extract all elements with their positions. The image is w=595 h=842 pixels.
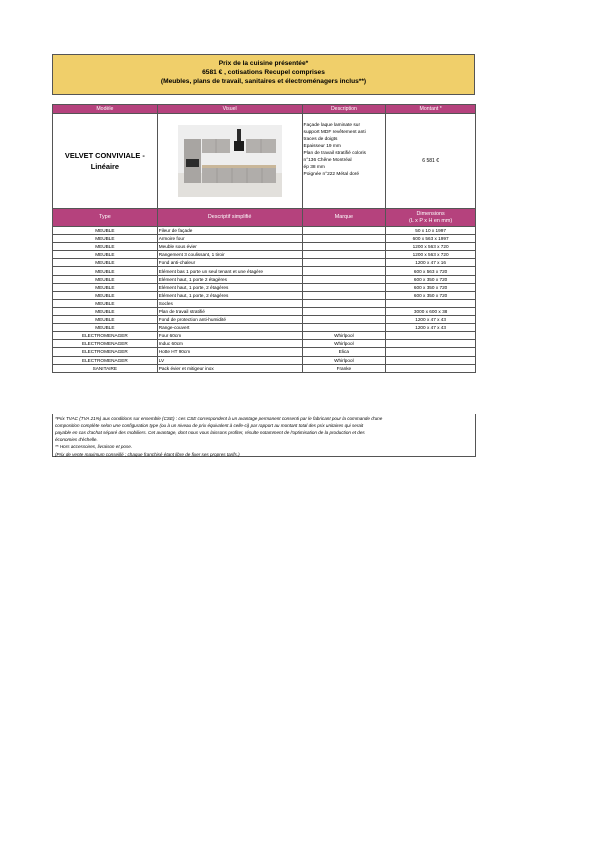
brand-cell bbox=[302, 316, 386, 324]
desc-cell: Rangement 3 coulissant, 1 tiroir bbox=[157, 251, 302, 259]
dimension-cell bbox=[386, 340, 476, 348]
dimension-cell: 600 x 350 x 720 bbox=[386, 283, 476, 291]
desc-cell: Plan de travail stratifié bbox=[157, 307, 302, 315]
dimension-cell: 1200 x 563 x 720 bbox=[386, 243, 476, 251]
model-cell bbox=[53, 114, 158, 209]
dimension-cell: 1200 x 47 x 16 bbox=[386, 259, 476, 267]
desc-cell: Elément haut, 1 porte, 2 étagères bbox=[157, 283, 302, 291]
amount-cell: 6 581 € bbox=[386, 114, 476, 209]
table-row bbox=[53, 235, 476, 243]
summary-table bbox=[52, 104, 476, 209]
dimension-cell: 600 x 350 x 720 bbox=[386, 291, 476, 299]
col-type: Type bbox=[53, 209, 158, 227]
col-desc: Descriptif simplifié bbox=[157, 209, 302, 227]
type-cell: MEUBLE bbox=[53, 243, 158, 251]
table-row bbox=[53, 316, 476, 324]
desc-cell: Armoire four bbox=[157, 235, 302, 243]
dimension-cell: 600 x 563 x 720 bbox=[386, 267, 476, 275]
dimension-cell: 600 x 350 x 720 bbox=[386, 275, 476, 283]
desc-line: Façade laque laminate sur bbox=[303, 123, 361, 128]
desc-cell: Socles bbox=[157, 299, 302, 307]
visual-cell bbox=[157, 114, 302, 209]
price-banner bbox=[52, 54, 475, 95]
kitchen-render-image bbox=[178, 125, 282, 197]
type-cell: MEUBLE bbox=[53, 291, 158, 299]
type-cell: MEUBLE bbox=[53, 275, 158, 283]
brand-cell bbox=[302, 243, 386, 251]
table-row bbox=[53, 259, 476, 267]
desc-cell: Fond de protection anti-humidité bbox=[157, 316, 302, 324]
brand-cell: Franke bbox=[302, 364, 386, 372]
col-description: Description bbox=[302, 105, 386, 114]
banner-line-1: Prix de la cuisine présentée* bbox=[218, 60, 309, 67]
dimension-cell: 600 x 563 x 1997 bbox=[386, 235, 476, 243]
dim-title: Dimensions bbox=[416, 211, 445, 218]
col-amount: Montant * bbox=[386, 105, 476, 114]
dimension-cell bbox=[386, 364, 476, 372]
footnote-line: composition complète selon une configuration type (ou à un niveau de prix équivalent à celle-ci) par rapport au montant total des prix unitaires qui serait bbox=[55, 423, 364, 429]
brand-cell bbox=[302, 235, 386, 243]
type-cell: MEUBLE bbox=[53, 299, 158, 307]
model-layout: Linéaire bbox=[90, 162, 120, 171]
brand-cell bbox=[302, 259, 386, 267]
type-cell: MEUBLE bbox=[53, 283, 158, 291]
brand-cell bbox=[302, 291, 386, 299]
dimension-cell bbox=[386, 356, 476, 364]
banner-line-3: (Meubles, plans de travail, sanitaires et électroménagers inclus**) bbox=[160, 78, 367, 86]
dimension-cell bbox=[386, 348, 476, 356]
col-brand: Marque bbox=[302, 209, 386, 227]
footnote-line: ** Hors accessoires, livraison et pose. bbox=[55, 444, 133, 450]
type-cell: ELECTROMENAGER bbox=[53, 348, 158, 356]
brand-cell bbox=[302, 307, 386, 315]
type-cell: MEUBLE bbox=[53, 307, 158, 315]
items-table bbox=[52, 208, 476, 373]
type-cell: ELECTROMENAGER bbox=[53, 340, 158, 348]
desc-cell: Elément haut, 1 porte 2 étagères bbox=[157, 275, 302, 283]
type-cell: ELECTROMENAGER bbox=[53, 356, 158, 364]
desc-cell: Induc 60cm bbox=[157, 340, 302, 348]
table-row bbox=[53, 267, 476, 275]
brand-cell bbox=[302, 283, 386, 291]
desc-line: support MDF revêtement anti bbox=[303, 129, 366, 135]
brand-cell bbox=[302, 275, 386, 283]
desc-line: Plan de travail stratifié coloris bbox=[303, 150, 366, 156]
table-row bbox=[53, 251, 476, 259]
desc-cell: Range-couvert bbox=[157, 324, 302, 332]
summary-row bbox=[53, 114, 476, 209]
summary-header-row bbox=[53, 105, 476, 114]
brand-cell bbox=[302, 324, 386, 332]
table-row bbox=[53, 340, 476, 348]
desc-line: Epaisseur 19 mm bbox=[303, 143, 341, 149]
brand-cell bbox=[302, 299, 386, 307]
table-row bbox=[53, 307, 476, 315]
type-cell: SANITAIRE bbox=[53, 364, 158, 372]
type-cell: ELECTROMENAGER bbox=[53, 332, 158, 340]
desc-line: n°136 Chêne Montréal bbox=[303, 157, 352, 163]
footnote-line: économies d'échelle. bbox=[55, 437, 98, 443]
brand-cell: Elica bbox=[302, 348, 386, 356]
col-visual: Visuel bbox=[157, 105, 302, 114]
type-cell: MEUBLE bbox=[53, 227, 158, 235]
brand-cell bbox=[302, 267, 386, 275]
footnote-line: payable en cas d'achat séparé des mobiliers. Cet avantage, dont nous vous laissons profiter, résulte notamment de l'optimisation de la production et des bbox=[55, 430, 365, 436]
dimension-cell: 1200 x 47 x 43 bbox=[386, 316, 476, 324]
desc-cell: LV bbox=[157, 356, 302, 364]
table-row bbox=[53, 291, 476, 299]
desc-cell: Fond anti-chaleur bbox=[157, 259, 302, 267]
desc-cell: Four 60cm bbox=[157, 332, 302, 340]
desc-line: ép 38 mm bbox=[303, 164, 325, 170]
brand-cell bbox=[302, 251, 386, 259]
banner-line-2: 6581 € , cotisations Recupel comprises bbox=[202, 69, 325, 77]
type-cell: MEUBLE bbox=[53, 259, 158, 267]
table-row bbox=[53, 332, 476, 340]
table-row bbox=[53, 364, 476, 372]
table-row bbox=[53, 299, 476, 307]
type-cell: MEUBLE bbox=[53, 251, 158, 259]
table-row bbox=[53, 324, 476, 332]
table-row bbox=[53, 348, 476, 356]
footnotes bbox=[52, 414, 476, 457]
desc-line: traces de doigts bbox=[303, 136, 338, 142]
type-cell: MEUBLE bbox=[53, 316, 158, 324]
type-cell: MEUBLE bbox=[53, 324, 158, 332]
desc-cell: Meuble sous évier bbox=[157, 243, 302, 251]
desc-cell: Elément bas 1 porte un seul tenant et une étagère bbox=[157, 267, 302, 275]
dimension-cell: 50 x 10 x 1997 bbox=[386, 227, 476, 235]
table-row bbox=[53, 275, 476, 283]
table-row bbox=[53, 227, 476, 235]
desc-cell: Pack évier et mitigeur inox bbox=[157, 364, 302, 372]
table-row bbox=[53, 356, 476, 364]
dim-unit: (L x P x H en mm) bbox=[409, 217, 453, 224]
dimension-cell: 3000 x 600 x 38 bbox=[386, 307, 476, 315]
dimension-cell bbox=[386, 332, 476, 340]
brand-cell: Whirlpool bbox=[302, 332, 386, 340]
desc-cell: Fileur de façade bbox=[157, 227, 302, 235]
desc-cell: Elément haut, 1 porte, 2 étagères bbox=[157, 291, 302, 299]
table-row bbox=[53, 243, 476, 251]
dimension-cell bbox=[386, 299, 476, 307]
type-cell: MEUBLE bbox=[53, 267, 158, 275]
col-dimensions bbox=[386, 209, 476, 227]
brand-cell: Whirlpool bbox=[302, 340, 386, 348]
items-body bbox=[53, 227, 476, 373]
type-cell: MEUBLE bbox=[53, 235, 158, 243]
dimension-cell: 1200 x 47 x 43 bbox=[386, 324, 476, 332]
footnote-line: *Prix TVAC (TVA 21%) aux conditions sur ensemble (CSE) : ces CSE correspondent à un avantage permanent consenti par le fabricant pour la commande d'une bbox=[55, 416, 383, 421]
col-model: Modèle bbox=[53, 105, 158, 114]
items-header-row bbox=[53, 209, 476, 227]
table-row bbox=[53, 283, 476, 291]
footnote-line: (Prix de vente maximum conseillé ; chaque franchisé étant libre de fixer ses propres tarifs.) bbox=[55, 451, 240, 457]
desc-cell: Hotte HT 90cm bbox=[157, 348, 302, 356]
description-cell bbox=[302, 114, 386, 209]
brand-cell bbox=[302, 227, 386, 235]
desc-line: Poignée n°222 Métal doré bbox=[303, 171, 360, 177]
model-name: VELVET CONVIVIALE - bbox=[64, 150, 145, 160]
dimension-cell: 1200 x 563 x 720 bbox=[386, 251, 476, 259]
brand-cell: Whirlpool bbox=[302, 356, 386, 364]
